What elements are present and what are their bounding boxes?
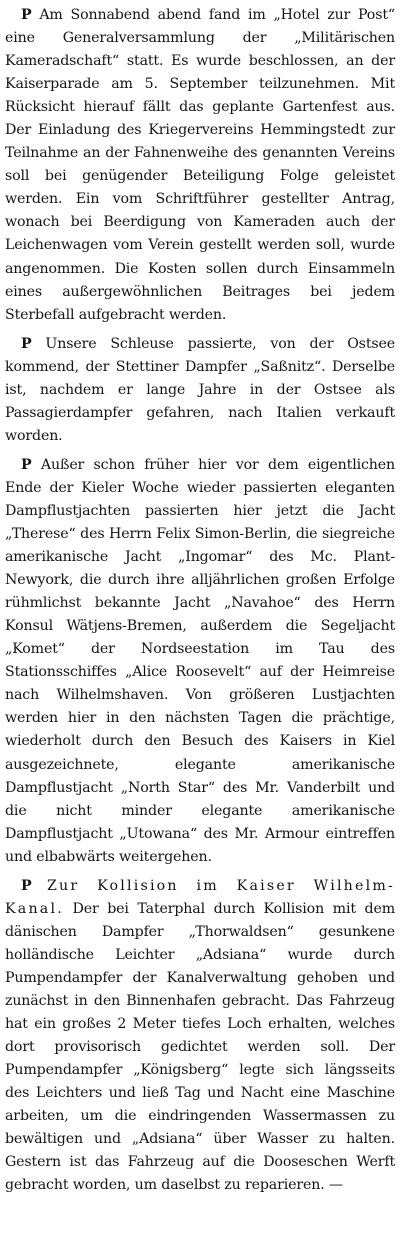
paragraph-marker: P	[21, 456, 32, 473]
article-paragraph-lock-passage	[5, 333, 395, 448]
paragraph-body: Am Sonnabend abend fand im „Hotel zur Post“ eine Generalversammlung der „Militärischen Kameradschaft“ statt. Es wurde beschlossen, an der Kaiserparade am 5. September teilzunehmen. Mit Rücksicht hierauf fällt das geplante Gartenfest aus. Der Einladung des Kriegervereins Hemmingstedt zur Teilnahme an der Fahnenweihe des genannten Vereins soll bei genügender Beteiligung Folge geleistet werden. Ein vom Schriftführer gestellter Antrag, wonach bei Beerdigung von Kameraden auch der Leichenwagen vom Verein gestellt werden soll, wurde angenommen. Die Kosten sollen durch Einsammeln eines außergewöhnlichen Beitrages bei jedem Sterbefall aufgebracht werden.	[5, 7, 395, 323]
paragraph-body: Unsere Schleuse passierte, von der Ostsee kommend, der Stettiner Dampfer „Saßnitz“. Derselbe ist, nachdem er lange Jahre in der Ostsee als Passagierdampfer gefahren, nach Italien verkauft worden.	[5, 335, 395, 444]
paragraph-marker: P	[21, 877, 32, 894]
paragraph-marker: P	[21, 7, 32, 23]
paragraph-body: Außer schon früher hier vor dem eigentlichen Ende der Kieler Woche wieder passierten eleganten Dampflustjachten passierten hier jetzt die Jacht „Therese“ des Herrn Felix Simon-Berlin, die siegreiche amerikanische Jacht „Ingomar“ des Mc. Plant-Newyork, die durch ihre alljährlichen großen Erfolge rühmlichst bekannte Jacht „Navahoe“ des Herrn Konsul Wätjens-Bremen, außerdem die Segeljacht „Komet“ der Nordseestation im Tau des Stationsschiffes „Alice Roosevelt“ auf der Heimreise nach Wilhelmshaven. Von größeren Lustjachten werden hier in den nächsten Tagen die prächtige, wiederholt durch den Besuch des Kaisers in Kiel ausgezeichnete, elegante amerikanische Dampflustjacht „North Star“ des Mr. Vanderbilt und die nicht minder elegante amerikanische Dampflustjacht „Utowana“ des Mr. Armour eintreffen und elbabwärts weitergehen.	[5, 456, 395, 865]
article-paragraph-collision	[5, 875, 395, 1198]
paragraph-body: Der bei Taterphal durch Kollision mit dem dänischen Dampfer „Thorwaldsen“ gesunkene holländische Leichter „Adsiana“ wurde durch Pumpendampfer der Kanalverwaltung gehoben und zunächst in den Binnenhafen gebracht. Das Fahrzeug hat ein großes 2 Meter tiefes Loch erhalten, welches dort provisorisch gedichtet werden soll. Der Pumpendampfer „Königsberg“ legte sich längsseits des Leichters und ließ Tag und Nacht eine Maschine arbeiten, um die eindringenden Wassermassen zu bewältigen und „Adsiana“ über Wasser zu halten. Gestern ist das Fahrzeug auf die Dooseschen Werft gebracht worden, um daselbst zu reparieren. —	[5, 900, 395, 1194]
paragraph-marker: P	[21, 335, 32, 352]
newspaper-clipping	[5, 4, 395, 1244]
paragraph-lead-heading: Zur Kollision im Kaiser Wilhelm-Kanal.	[5, 877, 395, 917]
article-paragraph-yachts	[5, 454, 395, 869]
article-paragraph-general-meeting	[5, 4, 395, 327]
